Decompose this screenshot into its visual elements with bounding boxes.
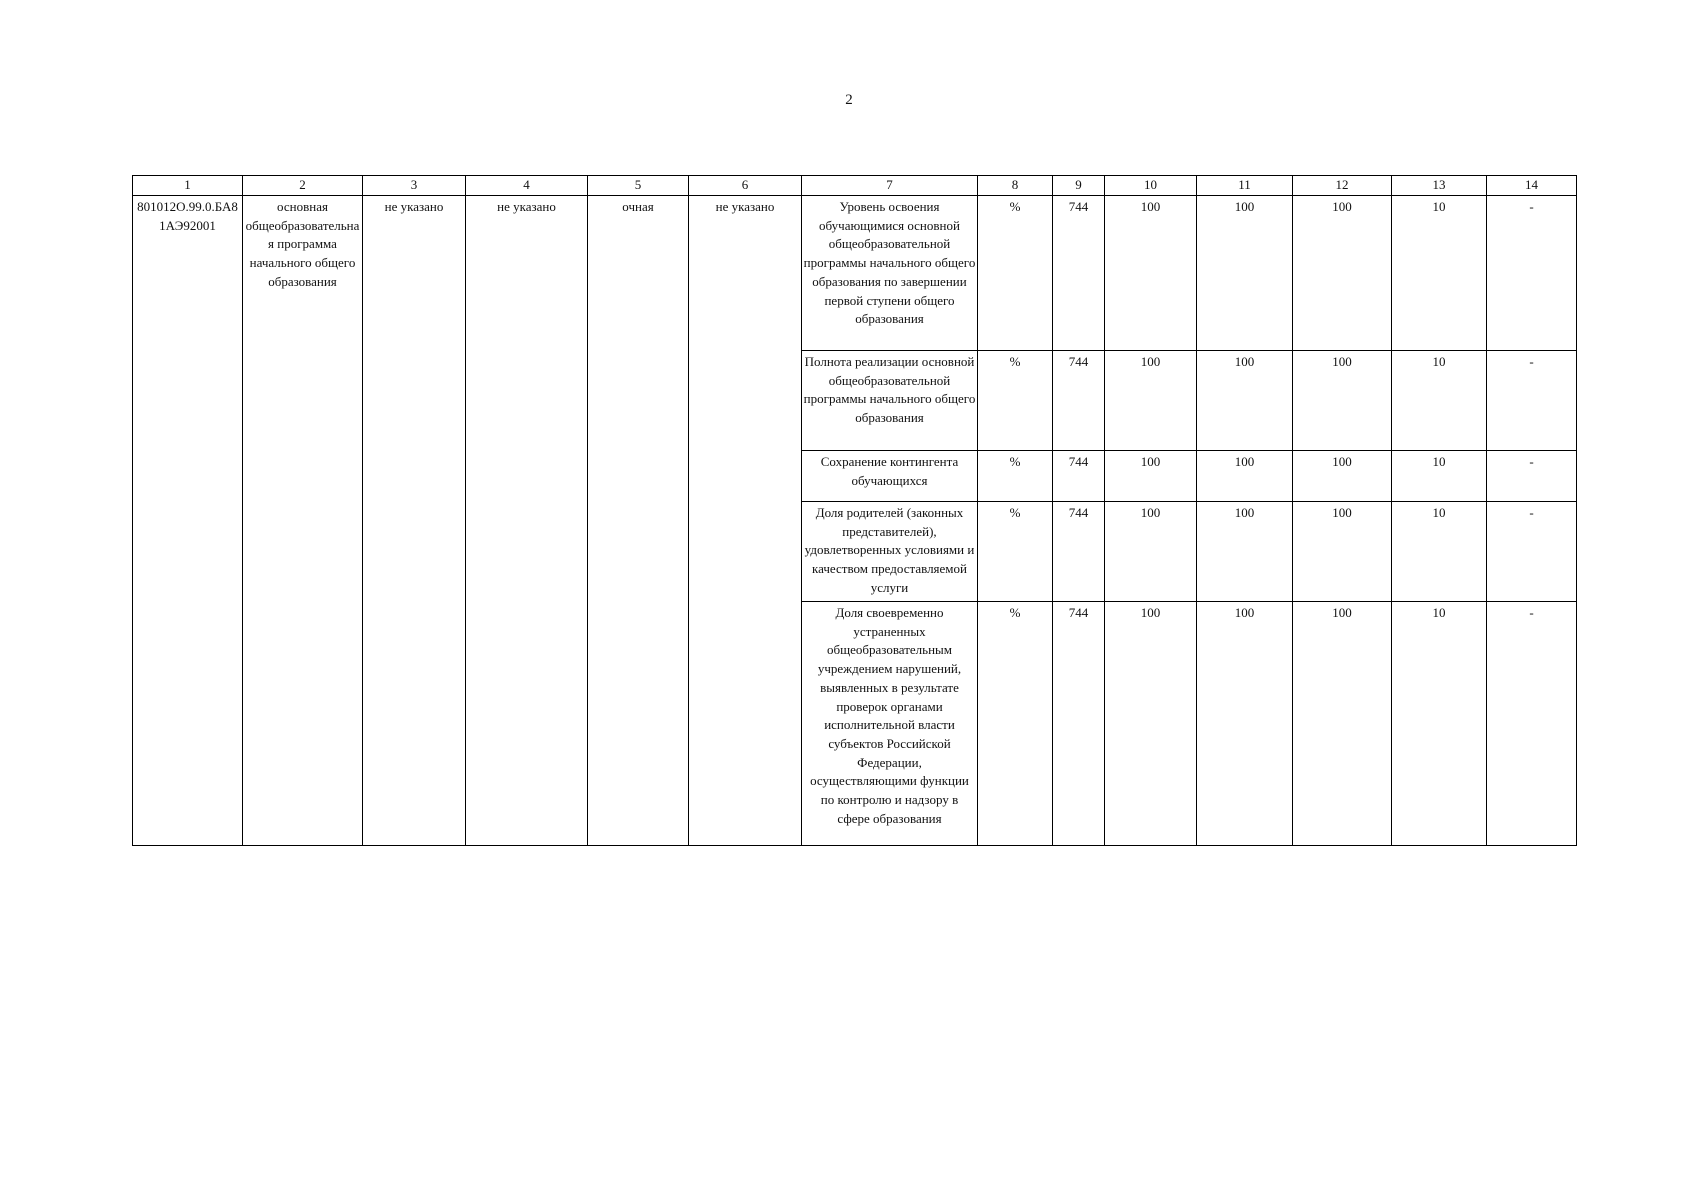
value-col-10: 100: [1105, 602, 1197, 846]
value-col-13: 10: [1392, 602, 1487, 846]
header-col-7: 7: [802, 176, 978, 196]
unit: %: [978, 602, 1053, 846]
value-col-11: 100: [1197, 196, 1293, 351]
header-col-12: 12: [1293, 176, 1392, 196]
indicator-name: Уровень освоения обучающимися основной общеобразовательной программы начального общего образования по завершении первой ступени общего образования: [802, 196, 978, 351]
indicators-table: [132, 175, 1577, 846]
indicator-name: Полнота реализации основной общеобразовательной программы начального общего образования: [802, 351, 978, 451]
header-col-5: 5: [588, 176, 689, 196]
value-col-12: 100: [1293, 502, 1392, 602]
program-name: основная общеобразовательная программа начального общего образования: [243, 196, 363, 846]
unit: %: [978, 351, 1053, 451]
value-col-11: 100: [1197, 451, 1293, 502]
value-col-14: -: [1487, 602, 1577, 846]
value-col-13: 10: [1392, 351, 1487, 451]
unit: %: [978, 502, 1053, 602]
header-col-4: 4: [466, 176, 588, 196]
unit: %: [978, 451, 1053, 502]
header-col-2: 2: [243, 176, 363, 196]
value-col-13: 10: [1392, 451, 1487, 502]
col-4-value: не указано: [466, 196, 588, 846]
value-col-12: 100: [1293, 451, 1392, 502]
value-col-12: 100: [1293, 351, 1392, 451]
header-col-11: 11: [1197, 176, 1293, 196]
header-col-9: 9: [1053, 176, 1105, 196]
value-col-12: 100: [1293, 602, 1392, 846]
okei-code: 744: [1053, 196, 1105, 351]
indicator-name: Сохранение контингента обучающихся: [802, 451, 978, 502]
header-col-6: 6: [689, 176, 802, 196]
okei-code: 744: [1053, 602, 1105, 846]
value-col-14: -: [1487, 196, 1577, 351]
indicator-name: Доля своевременно устраненных общеобразовательным учреждением нарушений, выявленных в результате проверок органами исполнительной власти субъектов Российской Федерации, осуществляющими функции по контролю и надзору в сфере образования: [802, 602, 978, 846]
education-form: очная: [588, 196, 689, 846]
value-col-12: 100: [1293, 196, 1392, 351]
header-col-13: 13: [1392, 176, 1487, 196]
header-col-10: 10: [1105, 176, 1197, 196]
okei-code: 744: [1053, 451, 1105, 502]
value-col-14: -: [1487, 351, 1577, 451]
value-col-10: 100: [1105, 502, 1197, 602]
header-row: [133, 176, 1577, 196]
header-col-8: 8: [978, 176, 1053, 196]
header-col-1: 1: [133, 176, 243, 196]
value-col-10: 100: [1105, 351, 1197, 451]
value-col-14: -: [1487, 451, 1577, 502]
okei-code: 744: [1053, 502, 1105, 602]
okei-code: 744: [1053, 351, 1105, 451]
value-col-13: 10: [1392, 196, 1487, 351]
value-col-13: 10: [1392, 502, 1487, 602]
value-col-11: 100: [1197, 351, 1293, 451]
table-row: [133, 196, 1577, 351]
value-col-11: 100: [1197, 602, 1293, 846]
unit: %: [978, 196, 1053, 351]
value-col-10: 100: [1105, 196, 1197, 351]
value-col-11: 100: [1197, 502, 1293, 602]
col-3-value: не указано: [363, 196, 466, 846]
col-6-value: не указано: [689, 196, 802, 846]
indicator-name: Доля родителей (законных представителей), удовлетворенных условиями и качеством предоставляемой услуги: [802, 502, 978, 602]
value-col-10: 100: [1105, 451, 1197, 502]
page-number: 2: [845, 92, 853, 108]
value-col-14: -: [1487, 502, 1577, 602]
header-col-14: 14: [1487, 176, 1577, 196]
header-col-3: 3: [363, 176, 466, 196]
registry-code: 801012О.99.0.БА81АЭ92001: [133, 196, 243, 846]
